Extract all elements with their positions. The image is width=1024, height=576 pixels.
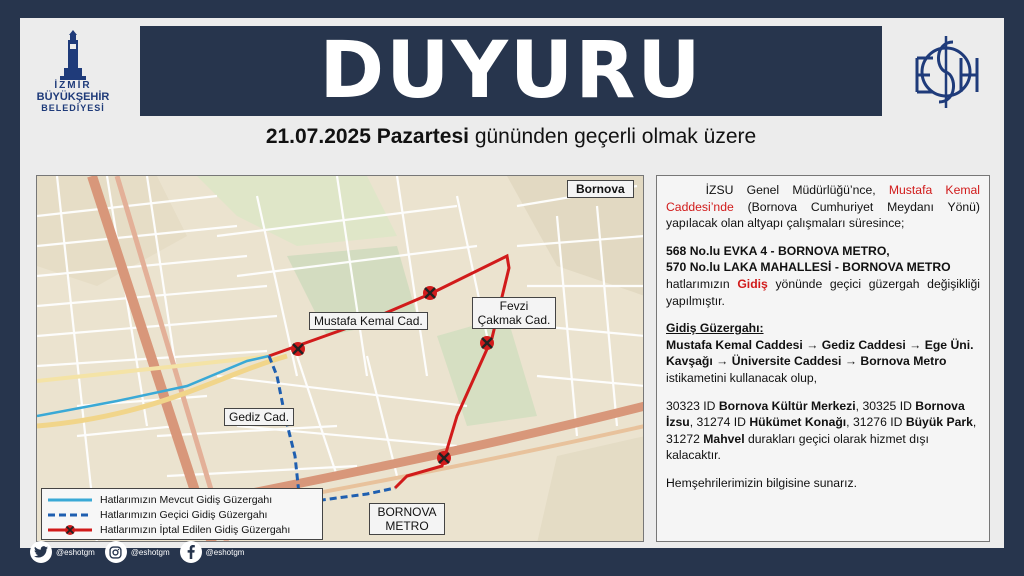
- stop-name: Bornova Kültür Merkezi: [718, 398, 856, 413]
- intro-text: İZSU Genel Müdürlüğü’nce,: [705, 183, 889, 197]
- social-instagram[interactable]: [105, 541, 170, 563]
- social-footer: [30, 540, 254, 564]
- effective-date-subtitle: [140, 125, 882, 153]
- logo-line-2: BÜYÜKŞEHİR: [36, 91, 110, 103]
- line-570: 570 No.lu LAKA MAHALLESİ - BORNOVA METRO: [666, 260, 951, 275]
- stop-name: Mahvel: [703, 431, 745, 446]
- instagram-icon: [105, 541, 127, 563]
- effective-date: 21.07.2025 Pazartesi: [265, 125, 469, 148]
- announcement-text: [656, 175, 990, 542]
- street-label-gediz: Gediz Cad.: [224, 408, 294, 426]
- social-twitter[interactable]: [30, 541, 95, 563]
- facebook-icon: [180, 541, 202, 563]
- legend-label: Hatlarımızın Geçici Gidiş Güzergahı: [100, 508, 268, 521]
- district-label: Bornova: [567, 180, 634, 198]
- route-rest: istikametini kullanacak olup,: [666, 370, 818, 385]
- legend-item-existing: [48, 492, 316, 507]
- stop-id: 31274 ID: [696, 415, 750, 430]
- station-label-bornova-metro: BORNOVA METRO: [369, 503, 445, 535]
- social-facebook[interactable]: [180, 541, 245, 563]
- stop-sep: ,: [972, 415, 977, 430]
- street-label-fevzi-cakmak: Fevzi Çakmak Cad.: [472, 297, 556, 329]
- clock-tower-icon: [53, 30, 93, 80]
- legend-item-cancelled: [48, 522, 316, 537]
- intro-street-highlight: Mustafa Kemal Caddesi’nde: [666, 183, 980, 214]
- route-steps: Mustafa Kemal Caddesi → Gediz Caddesi → Ege Üni. Kavşağı → Üniversite Caddesi → Bornova Metro: [666, 337, 974, 369]
- cancel-cross-icon: [48, 524, 92, 536]
- closing-paragraph: Hemşehrilerimizin bilgisine sunarız.: [666, 475, 858, 490]
- stops-paragraph: [666, 398, 980, 464]
- cancel-cross-icon: [423, 286, 437, 300]
- stop-id: 31276 ID: [852, 415, 906, 430]
- social-handle: @eshotgm: [56, 547, 95, 557]
- street-label-mustafa-kemal: Mustafa Kemal Cad.: [309, 312, 428, 330]
- stop-id: 30323 ID: [666, 398, 719, 413]
- change-text: hatlarımızın: [666, 276, 738, 291]
- social-handle: @eshotgm: [205, 547, 245, 557]
- solid-line-icon: [48, 496, 92, 504]
- direction-highlight: Gidiş: [737, 276, 768, 291]
- effective-date-rest: gününden geçerli olmak üzere: [468, 125, 757, 148]
- cancel-cross-icon: [437, 451, 451, 465]
- legend-item-temporary: [48, 507, 316, 522]
- stop-sep: ,: [689, 415, 697, 430]
- line-568: 568 No.lu EVKA 4 - BORNOVA METRO,: [666, 243, 890, 258]
- stop-name: Büyük Park: [905, 415, 973, 430]
- intro-text-rest: (Bornova Cumhuriyet Meydanı Yönü) yapılacak olan altyapı çalışmaları süresince;: [666, 199, 980, 231]
- cancel-cross-icon: [480, 336, 494, 350]
- intro-paragraph: [666, 182, 980, 232]
- stop-sep: ,: [855, 398, 863, 413]
- logo-line-3: BELEDİYESİ: [41, 103, 105, 113]
- change-text-rest: yönünde geçici güzergah değişikliği yapılmıştır.: [666, 276, 980, 308]
- cancel-cross-icon: [291, 342, 305, 356]
- route-paragraph: [666, 320, 980, 386]
- legend-label: Hatlarımızın Mevcut Gidiş Güzergahı: [100, 493, 273, 506]
- page-title: DUYURU: [140, 26, 882, 116]
- stop-id: 31272: [666, 431, 704, 446]
- lines-paragraph: [666, 243, 980, 309]
- esh-monogram-icon: [905, 28, 987, 116]
- dashed-line-icon: [48, 511, 92, 519]
- route-map: [36, 175, 644, 542]
- legend-label: Hatlarımızın İptal Edilen Gidiş Güzergahı: [100, 523, 291, 536]
- twitter-icon: [30, 541, 52, 563]
- stop-sep: ,: [846, 415, 853, 430]
- route-title: Gidiş Güzergahı:: [666, 321, 764, 336]
- stops-tail: durakları geçici olarak hizmet dışı kalacaktır.: [666, 431, 929, 463]
- stop-name: Hükümet Konağı: [749, 415, 847, 430]
- social-handle: @eshotgm: [130, 547, 170, 557]
- stop-id: 30325 ID: [862, 398, 916, 413]
- stop-name: Bornova İzsu: [666, 398, 965, 430]
- map-legend: [41, 488, 323, 540]
- logo-line-1: İZMİR: [54, 80, 92, 91]
- izmir-municipality-logo: [30, 30, 116, 118]
